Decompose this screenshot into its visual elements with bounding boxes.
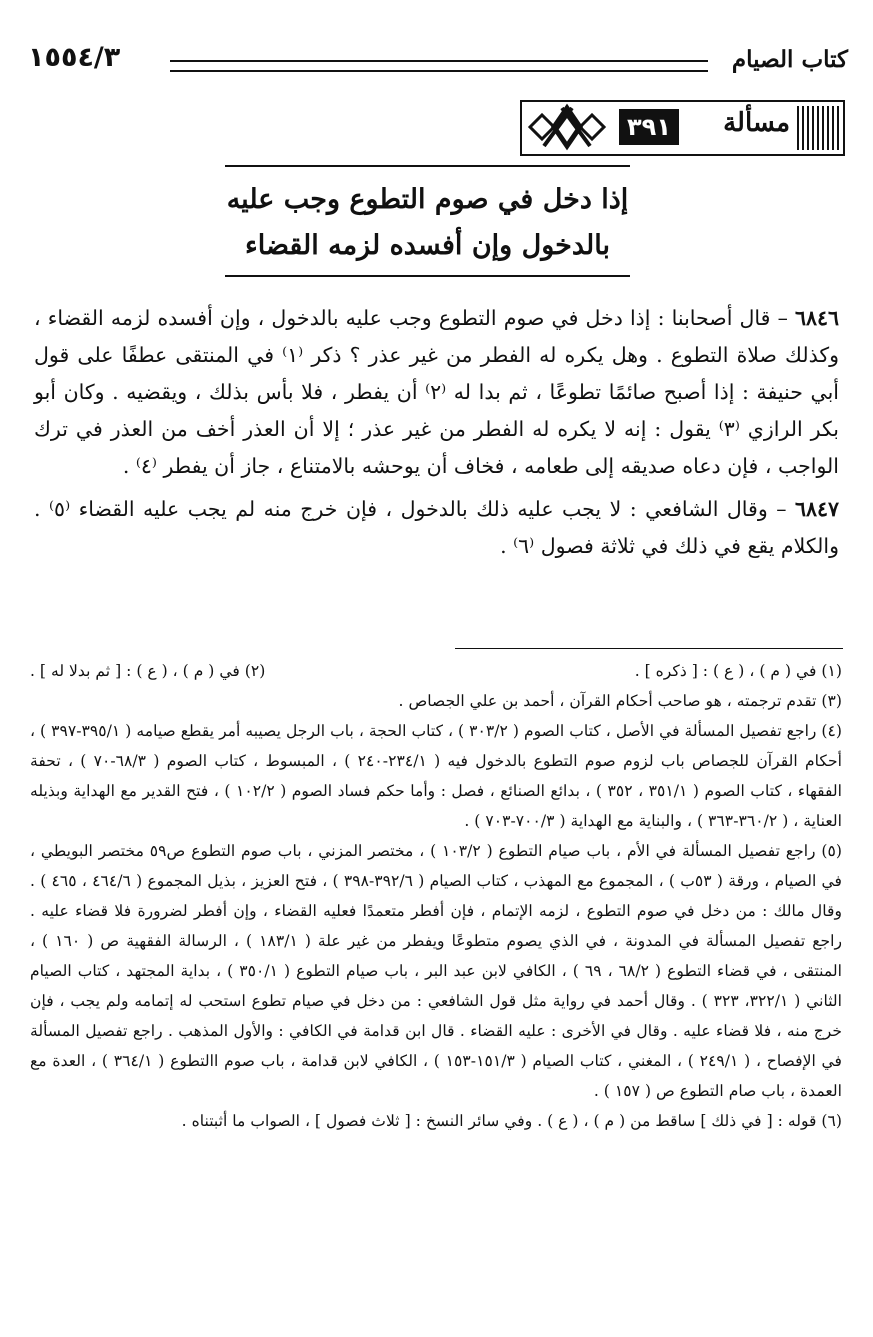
footnotes xyxy=(30,656,842,1136)
banner-stripes xyxy=(797,106,841,150)
footnote-divider xyxy=(455,648,843,649)
footnote-row xyxy=(30,656,842,686)
knot-ornament-icon xyxy=(522,102,612,152)
paragraph-number: ٦٨٤٦ xyxy=(794,306,839,330)
masala-number: ٣٩١ xyxy=(619,109,679,145)
paragraph-number: ٦٨٤٧ xyxy=(794,497,839,521)
title-line-2: بالدخول وإن أفسده لزمه القضاء xyxy=(245,230,610,261)
paragraph-text: – قال أصحابنا : إذا دخل في صوم التطوع وجب عليه بالدخول ، وإن أفسده لزمه القضاء ، وكذلك صلاة التطوع . وهل يكره له الفطر من غير عذر ؟ ذكر ⁽١⁾ في المنتقى عطفًا على قول أبي حنيفة : إذا أصبح صائمًا تطوعًا ، ثم بدا له ⁽٢⁾ أن يفطر ، فلا بأس بذلك ، ويقضيه . وكان أبو بكر الرازي ⁽٣⁾ يقول : إنه لا يكره له الفطر من غير عذر ؛ إلا أن العذر أخف من العذر في ترك الواجب ، فإن دعاه صديقه إلى طعامه ، فخاف أن يوحشه بالامتناع ، جاز أن يفطر ⁽٤⁾ . xyxy=(34,306,839,478)
running-header xyxy=(28,40,848,80)
masala-banner xyxy=(520,100,845,156)
footnote-4: (٤) راجع تفصيل المسألة في الأصل ، كتاب الصوم ( ٣٠٣/٢ ) ، كتاب الحجة ، باب الرجل يصيبه أمر يقطع صيامه ( ٣٩٥/١-٣٩٧ ) ، أحكام القرآن للجصاص باب لزوم صوم التطوع بالدخول فيه ( ٢٣٤/١-٢٤٠ ) ، المبسوط ، كتاب الصوم ( ٦٨/٣-٧٠ ) ، تحفة الفقهاء ، كتاب الصوم ( ٣٥١/١ ، ٣٥٢ ) ، بدائع الصنائع ، فصل : وأما حكم فساد الصوم ( ١٠٢/٢ ) ، فتح القدير مع الهداية وبذيله العناية ، ( ٣٦٠/٢-٣٦٣ ) ، والبناية مع الهداية ( ٧٠٠/٣-٧٠٣ ) . xyxy=(30,722,843,830)
masala-label: مسألة xyxy=(723,108,790,138)
footnote-3: (٣) تقدم ترجمته ، هو صاحب أحكام القرآن ، أحمد بن علي الجصاص . xyxy=(398,692,842,710)
footnote-2: (٢) في ( م ) ، ( ع ) : [ ثم بدلا له ] . xyxy=(30,662,266,680)
title-line-1: إذا دخل في صوم التطوع وجب عليه xyxy=(226,184,629,215)
page-number: ١٥٥٤/٣ xyxy=(28,42,121,73)
paragraph-6847 xyxy=(34,491,839,565)
paragraph-text: – وقال الشافعي : لا يجب عليه ذلك بالدخول ، فإن خرج منه لم يجب عليه القضاء ⁽٥⁾ . والكلام يقع في ذلك في ثلاثة فصول ⁽٦⁾ . xyxy=(34,497,839,558)
footnote-1: (١) في ( م ) ، ( ع ) : [ ذكره ] . xyxy=(634,662,842,680)
main-text xyxy=(34,300,839,571)
issue-title xyxy=(225,165,630,277)
header-rule xyxy=(170,60,708,72)
footnote-6: (٦) قوله : [ في ذلك ] ساقط من ( م ) ، ( ع ) . وفي سائر النسخ : [ ثلاث فصول ] ، الصواب ما أثبتناه . xyxy=(181,1112,842,1130)
paragraph-6846 xyxy=(34,300,839,485)
book-title: كتاب الصيام xyxy=(731,46,848,73)
footnote-5: (٥) راجع تفصيل المسألة في الأم ، باب صيام التطوع ( ١٠٣/٢ ) ، مختصر المزني ، باب صوم التطوع ص٥٩ مختصر البويطي ، في الصيام ، ورقة ( ٥٣ب ) ، المجموع مع المهذب ، كتاب الصيام ( ٣٩٢/٦-٣٩٨ ) ، فتح العزيز ، بذيل المجموع ( ٤٦٤/٦ ، ٤٦٥ ) . وقال مالك : من دخل في صوم التطوع ، لزمه الإتمام ، فإن أفطر متعمدًا فعليه القضاء ، وإن أفطر لضرورة فلا قضاء عليه . راجع تفصيل المسألة في المدونة ، في الذي يصوم متطوعًا ويفطر من غير علة ( ١٨٣/١ ) ، الرسالة الفقهية ص ( ١٦٠ ) ، المنتقى ، في قضاء التطوع ( ٦٨/٢ ، ٦٩ ) ، الكافي لابن عبد البر ، باب صيام التطوع ( ٣٥٠/١ ) ، بداية المجتهد ، كتاب الصيام الثاني ( ٣٢٢/١، ٣٢٣ ) . وقال أحمد في رواية مثل قول الشافعي : من دخل في صيام تطوع استحب له إتمامه ولم يجب ، فإن خرج منه ، فلا قضاء عليه . وقال في الأخرى : عليه القضاء . قال ابن قدامة في الكافي : والأول المذهب . راجع تفصيل المسألة في الإفصاح ، ( ٢٤٩/١ ) ، المغني ، كتاب الصيام ( ١٥١/٣-١٥٣ ) ، الكافي لابن قدامة ، باب صوم االتطوع ( ٣٦٤/١ ) ، العدة مع العمدة ، باب صام التطوع ص ( ١٥٧ ) . xyxy=(30,842,842,1100)
